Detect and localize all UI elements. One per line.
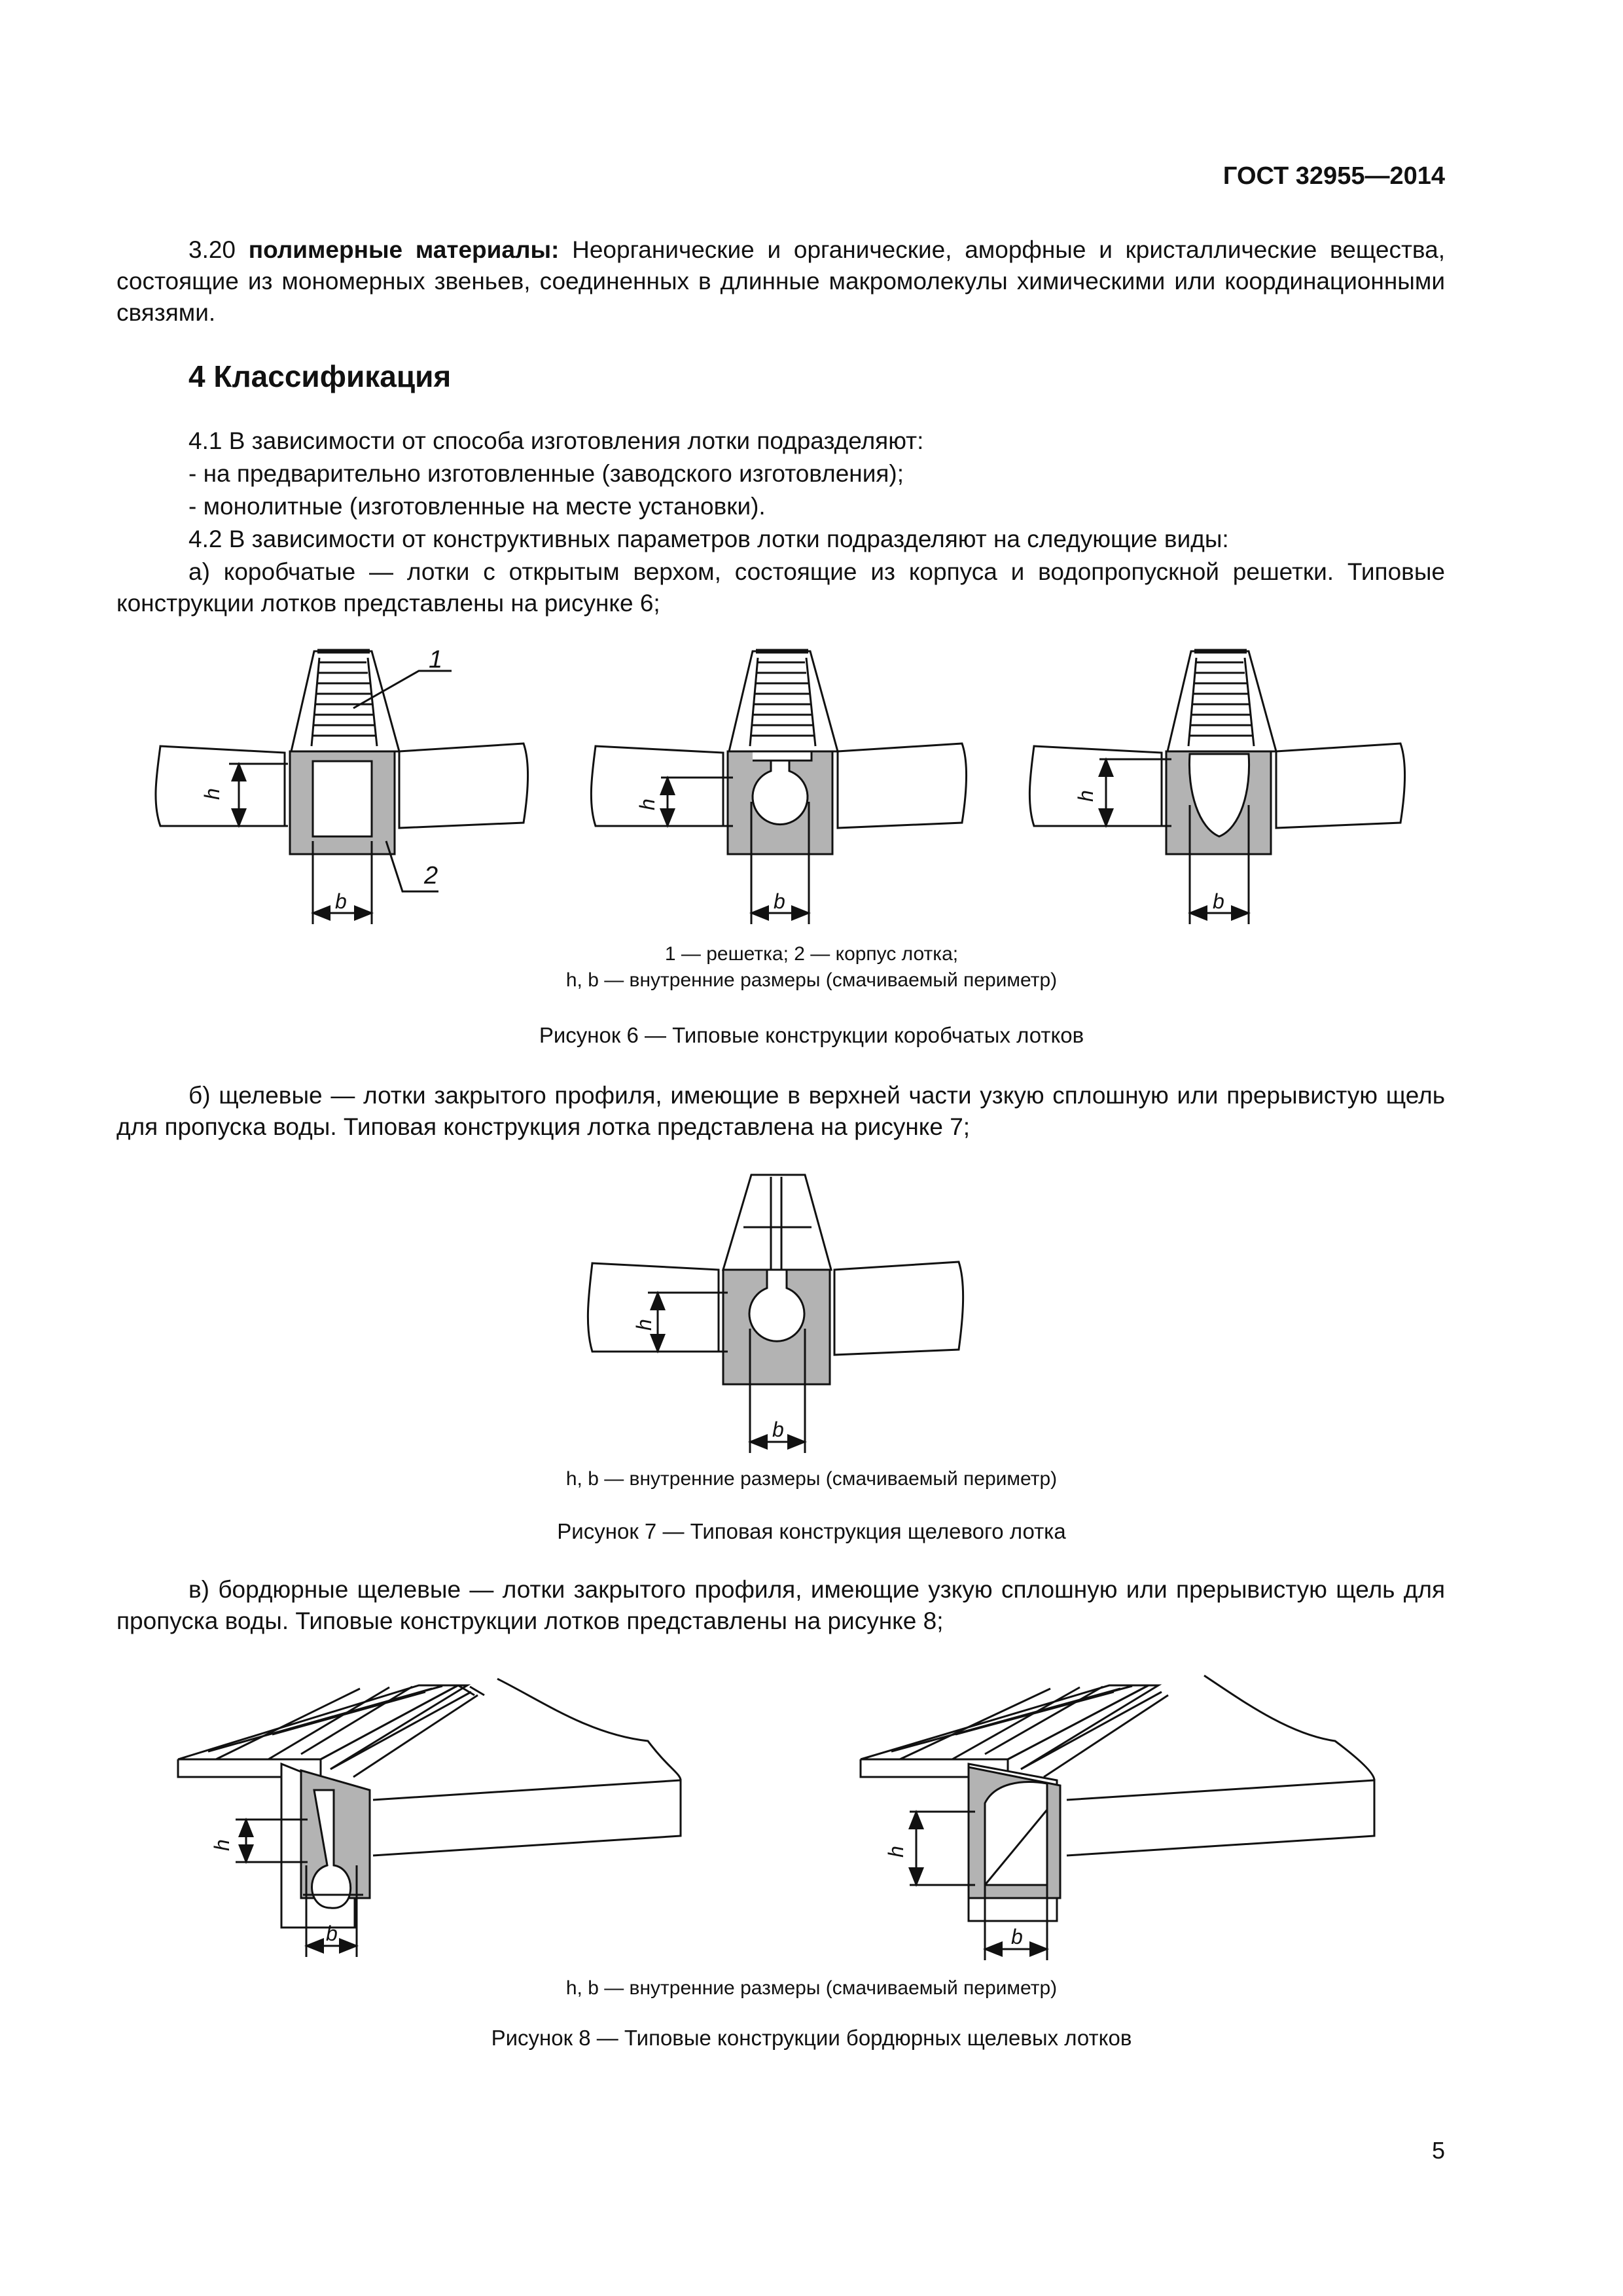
fig8-unit-round: [178, 1679, 681, 1957]
document-code: ГОСТ 32955—2014: [1222, 162, 1445, 190]
dim-b-1: b: [335, 889, 347, 913]
item-b-text: б) щелевые — лотки закрытого профиля, имеющие в верхней части узкую сплошную или прерывистую щель для пропуска воды. Типовая конструкция лотка представлена на рисунке 7;: [116, 1082, 1445, 1140]
legend-line-1: 1 — решетка; 2 — корпус лотка;: [664, 943, 959, 965]
definition: Неорганические и органические, аморфные и кристаллические вещества, состоящие из мономерных звеньев, соединенных в длинные макромолекулы химическими или координационными связями.: [116, 236, 1445, 326]
clause-4-1-item-1: - на предварительно изготовленные (заводского изготовления);: [188, 460, 904, 487]
clause-4-1: 4.1 В зависимости от способа изготовления лотки подразделяют:: [188, 427, 924, 454]
dim-b-2: b: [774, 889, 785, 913]
callout-2: 2: [424, 862, 438, 889]
dim-h-2: h: [635, 798, 659, 810]
figure-7-caption: Рисунок 7 — Типовая конструкция щелевого лотка: [557, 1519, 1066, 1543]
item-a-text: а) коробчатые — лотки с открытым верхом, состоящие из корпуса и водопропускной решетки. Типовые конструкции лотков представлены на рисунке 6;: [116, 558, 1445, 617]
figure-7-legend: h, b — внутренние размеры (смачиваемый периметр): [565, 1468, 1058, 1490]
clause-4-1-item-2: - монолитные (изготовленные на месте установки).: [188, 493, 766, 520]
figure-8-legend: h, b — внутренние размеры (смачиваемый периметр): [565, 1977, 1058, 1999]
fig7-dim-b: b: [772, 1418, 784, 1441]
item-c-text: в) бордюрные щелевые — лотки закрытого профиля, имеющие узкую сплошную или прерывистую щель для пропуска воды. Типовые конструкции лотков представлены на рисунке 8;: [116, 1576, 1445, 1634]
callout-1: 1: [429, 646, 443, 673]
term: полимерные материалы:: [248, 236, 560, 263]
figure-6-caption: Рисунок 6 — Типовые конструкции коробчатых лотков: [539, 1023, 1084, 1047]
fig8-dim-b-2: b: [1011, 1925, 1023, 1948]
page-number: 5: [1431, 2137, 1445, 2164]
fig8-unit-box: [861, 1676, 1374, 1960]
section-title: 4 Классификация: [188, 359, 452, 393]
dim-h-3: h: [1074, 790, 1097, 802]
fig8-dim-h-2: h: [884, 1846, 908, 1857]
dim-h-1: h: [200, 788, 224, 800]
figure-8-caption: Рисунок 8 — Типовые конструкции бордюрных щелевых лотков: [491, 2026, 1132, 2050]
fig8-dim-b-1: b: [326, 1922, 338, 1945]
clause-4-2: 4.2 В зависимости от конструктивных параметров лотки подразделяют на следующие виды:: [188, 526, 1229, 552]
fig7-dim-h: h: [632, 1319, 656, 1331]
legend-line-2: h, b — внутренние размеры (смачиваемый периметр): [565, 969, 1058, 991]
clause-number: 3.20: [188, 236, 236, 263]
fig8-dim-h-1: h: [210, 1839, 234, 1851]
dim-b-3: b: [1213, 889, 1224, 913]
